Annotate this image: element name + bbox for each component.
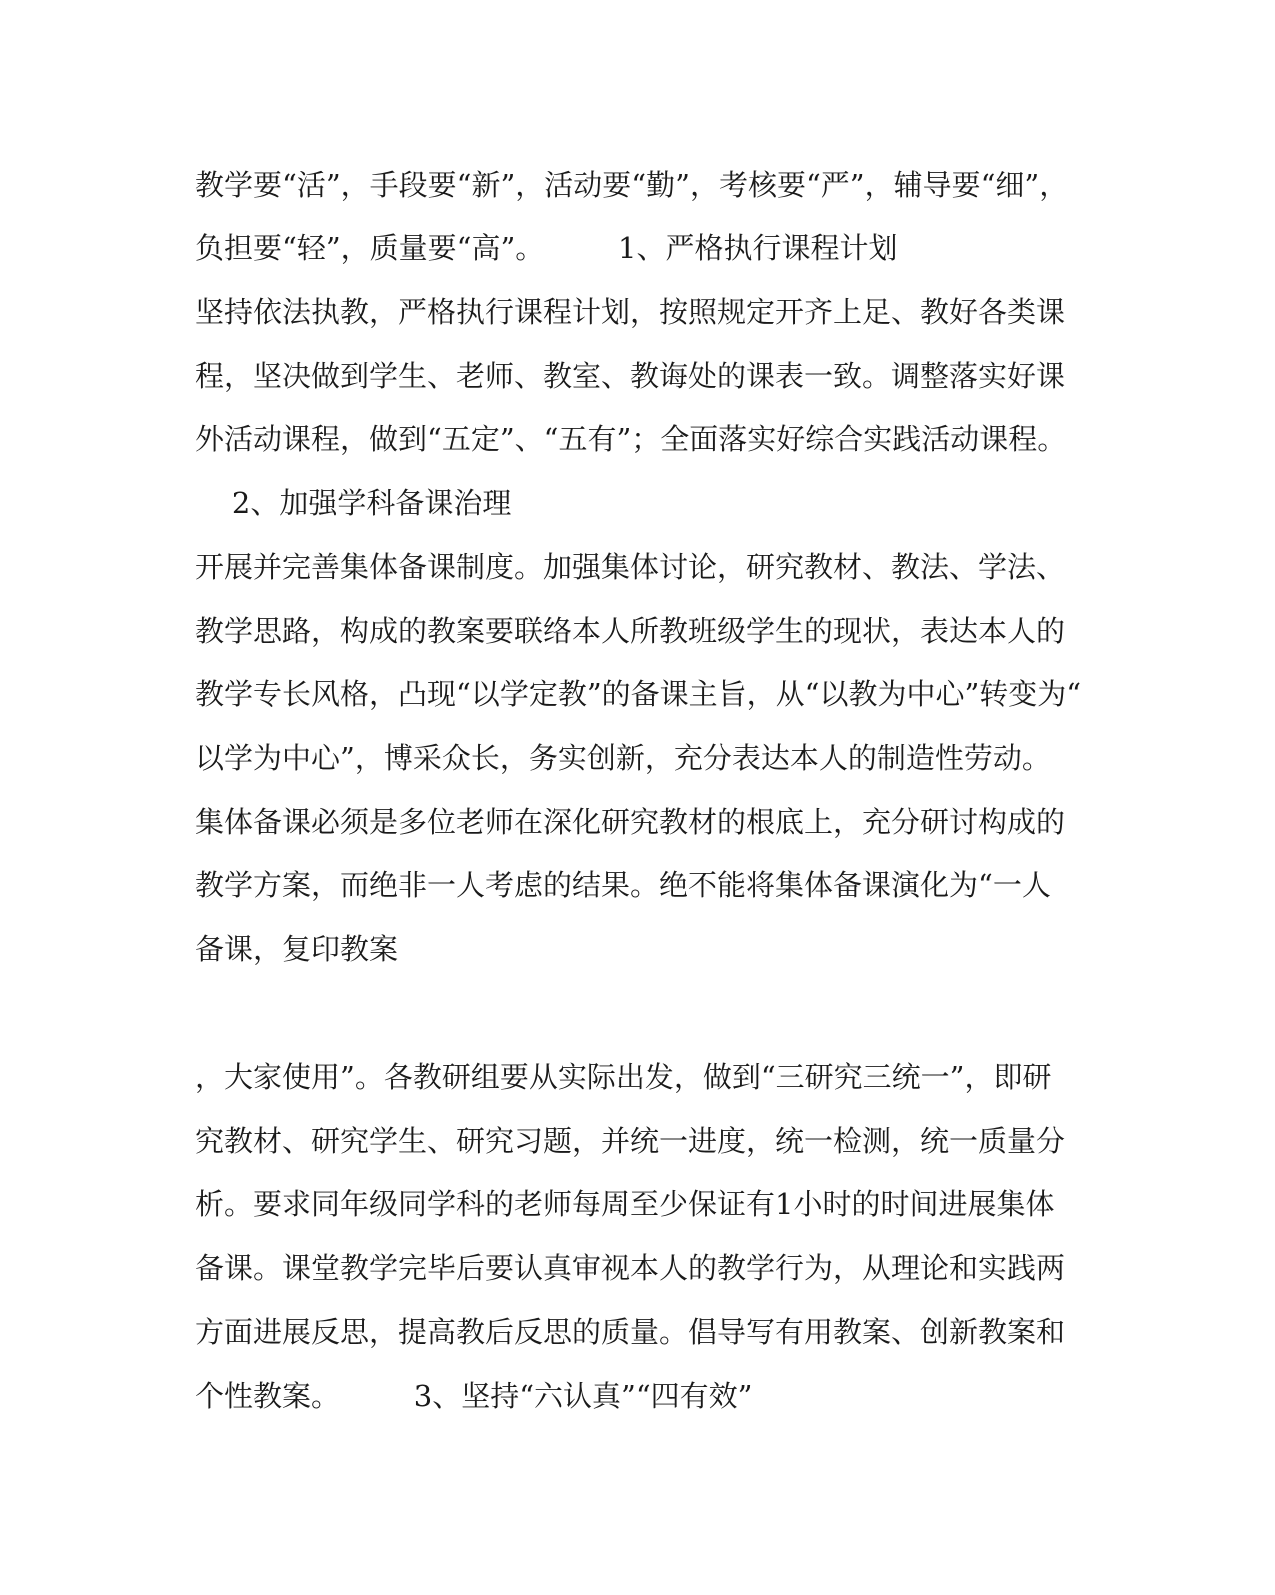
text-line: 个性教案。 3、坚持“六认真”“四有效” bbox=[195, 1379, 753, 1413]
text-line: 方面进展反思，提高教后反思的质量。倡导写有用教案、创新教案和 bbox=[195, 1315, 1066, 1349]
section-heading: 2、加强学科备课治理 bbox=[195, 486, 512, 520]
text-line: 负担要“轻”，质量要“高”。 1、严格执行课程计划 bbox=[195, 231, 898, 265]
text-line: 开展并完善集体备课制度。加强集体讨论，研究教材、教法、学法、 bbox=[195, 550, 1066, 584]
text-line: 教学方案，而绝非一人考虑的结果。绝不能将集体备课演化为“一人 bbox=[195, 868, 1051, 902]
text-line: 教学思路，构成的教案要联络本人所教班级学生的现状，表达本人的 bbox=[195, 614, 1066, 648]
text-line: 究教材、研究学生、研究习题，并统一进度，统一检测，统一质量分 bbox=[195, 1124, 1066, 1158]
text-line: ，大家使用”。各教研组要从实际出发，做到“三研究三统一”，即研 bbox=[195, 1060, 1052, 1094]
text-line: 备课。课堂教学完毕后要认真审视本人的教学行为，从理论和实践两 bbox=[195, 1251, 1066, 1285]
text-line: 析。要求同年级同学科的老师每周至少保证有1小时的时间进展集体 bbox=[195, 1187, 1055, 1221]
text-line: 以学为中心”，博采众长，务实创新，充分表达本人的制造性劳动。 bbox=[195, 741, 1051, 775]
text-line: 备课，复印教案 bbox=[195, 932, 399, 966]
text-line: 教学专长风格，凸现“以学定教”的备课主旨，从“以教为中心”转变为“ bbox=[195, 677, 1082, 711]
text-line: 程，坚决做到学生、老师、教室、教诲处的课表一致。调整落实好课 bbox=[195, 359, 1066, 393]
text-line: 外活动课程，做到“五定”、“五有”；全面落实好综合实践活动课程。 bbox=[195, 422, 1067, 456]
text-line: 坚持依法执教，严格执行课程计划，按照规定开齐上足、教好各类课 bbox=[195, 295, 1066, 329]
text-line: 教学要“活”，手段要“新”，活动要“勤”，考核要“严”，辅导要“细”， bbox=[195, 168, 1069, 202]
text-line: 集体备课必须是多位老师在深化研究教材的根底上，充分研讨构成的 bbox=[195, 805, 1066, 839]
